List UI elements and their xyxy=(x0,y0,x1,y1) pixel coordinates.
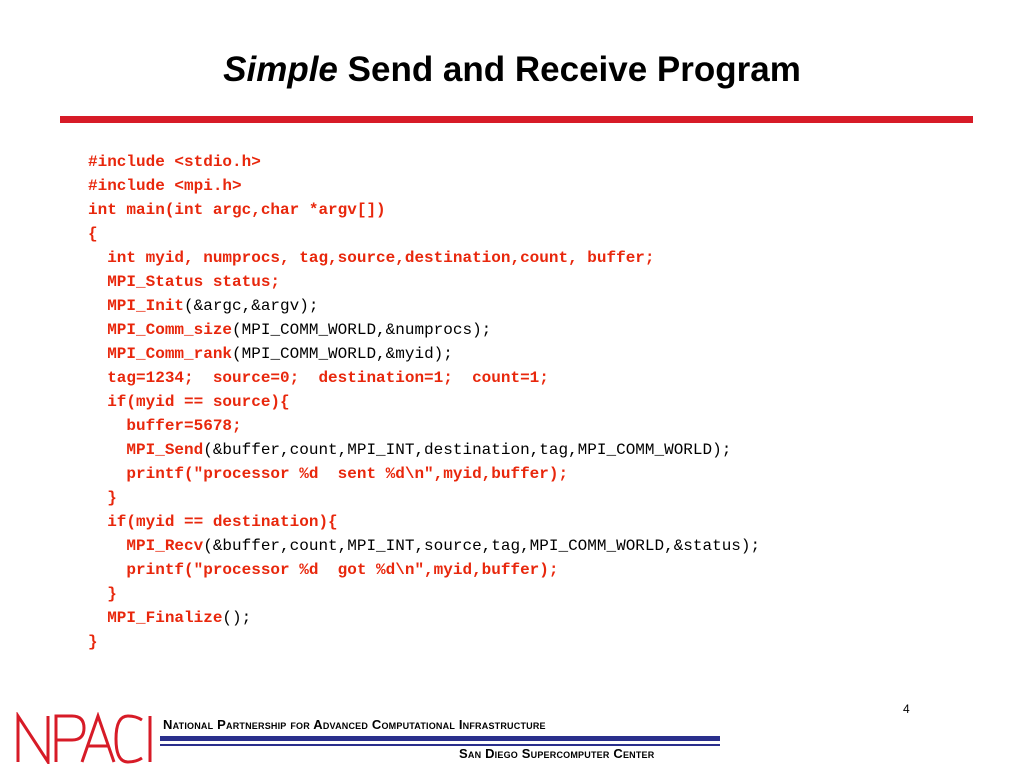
slide-title-emphasis: Simple xyxy=(223,50,338,89)
mpi-function-call: MPI_Comm_rank xyxy=(107,345,233,363)
code-line xyxy=(88,222,760,246)
code-text xyxy=(88,441,126,459)
code-block xyxy=(88,150,760,654)
code-line xyxy=(88,342,760,366)
code-arguments: (MPI_COMM_WORLD,&numprocs); xyxy=(232,321,492,339)
code-text xyxy=(88,321,107,339)
code-line xyxy=(88,534,760,558)
code-text xyxy=(88,537,126,555)
mpi-function-call: { xyxy=(88,225,98,243)
organization-name: National Partnership for Advanced Computational Infrastructure xyxy=(163,717,546,732)
mpi-function-call: int myid, numprocs, tag,source,destination,count, buffer; xyxy=(88,249,655,267)
mpi-function-call: } xyxy=(88,585,117,603)
slide-title-rest: Send and Receive Program xyxy=(337,50,801,89)
mpi-function-call: MPI_Recv xyxy=(126,537,204,555)
mpi-function-call: #include <mpi.h> xyxy=(88,177,242,195)
code-line xyxy=(88,174,760,198)
code-text xyxy=(88,609,107,627)
code-line xyxy=(88,414,760,438)
page-number: 4 xyxy=(903,702,910,716)
code-line xyxy=(88,318,760,342)
mpi-function-call: buffer=5678; xyxy=(88,417,242,435)
mpi-function-call: } xyxy=(88,489,117,507)
code-arguments: (); xyxy=(222,609,252,627)
code-line xyxy=(88,462,760,486)
title-divider xyxy=(60,116,973,123)
code-arguments: (MPI_COMM_WORLD,&myid); xyxy=(232,345,453,363)
mpi-function-call: if(myid == source){ xyxy=(88,393,290,411)
mpi-function-call: printf("processor %d got %d\n",myid,buffer); xyxy=(88,561,559,579)
mpi-function-call: MPI_Comm_size xyxy=(107,321,233,339)
mpi-function-call: } xyxy=(88,633,98,651)
code-line xyxy=(88,246,760,270)
code-arguments: (&buffer,count,MPI_INT,destination,tag,MPI_COMM_WORLD); xyxy=(203,441,732,459)
code-line xyxy=(88,558,760,582)
mpi-function-call: MPI_Send xyxy=(126,441,204,459)
code-line xyxy=(88,606,760,630)
center-name: San Diego Supercomputer Center xyxy=(459,746,655,761)
footer xyxy=(0,700,1024,768)
mpi-function-call: if(myid == destination){ xyxy=(88,513,338,531)
code-line xyxy=(88,390,760,414)
mpi-function-call: tag=1234; source=0; destination=1; count=1; xyxy=(88,369,549,387)
code-line xyxy=(88,198,760,222)
code-line xyxy=(88,630,760,654)
code-arguments: (&argc,&argv); xyxy=(184,297,319,315)
mpi-function-call: int main(int argc,char *argv[]) xyxy=(88,201,386,219)
code-line xyxy=(88,438,760,462)
code-line xyxy=(88,150,760,174)
mpi-function-call: MPI_Status status; xyxy=(88,273,281,291)
mpi-function-call: MPI_Finalize xyxy=(107,609,223,627)
code-text xyxy=(88,297,107,315)
mpi-function-call: #include <stdio.h> xyxy=(88,153,261,171)
mpi-function-call: MPI_Init xyxy=(107,297,185,315)
code-arguments: (&buffer,count,MPI_INT,source,tag,MPI_COMM_WORLD,&status); xyxy=(203,537,761,555)
footer-divider-top xyxy=(160,736,720,741)
code-line xyxy=(88,366,760,390)
mpi-function-call: printf("processor %d sent %d\n",myid,buffer); xyxy=(88,465,569,483)
code-line xyxy=(88,582,760,606)
npaci-logo xyxy=(16,712,156,764)
code-line xyxy=(88,270,760,294)
code-line xyxy=(88,294,760,318)
code-line xyxy=(88,486,760,510)
slide-title xyxy=(0,48,1024,92)
code-text xyxy=(88,345,107,363)
code-line xyxy=(88,510,760,534)
